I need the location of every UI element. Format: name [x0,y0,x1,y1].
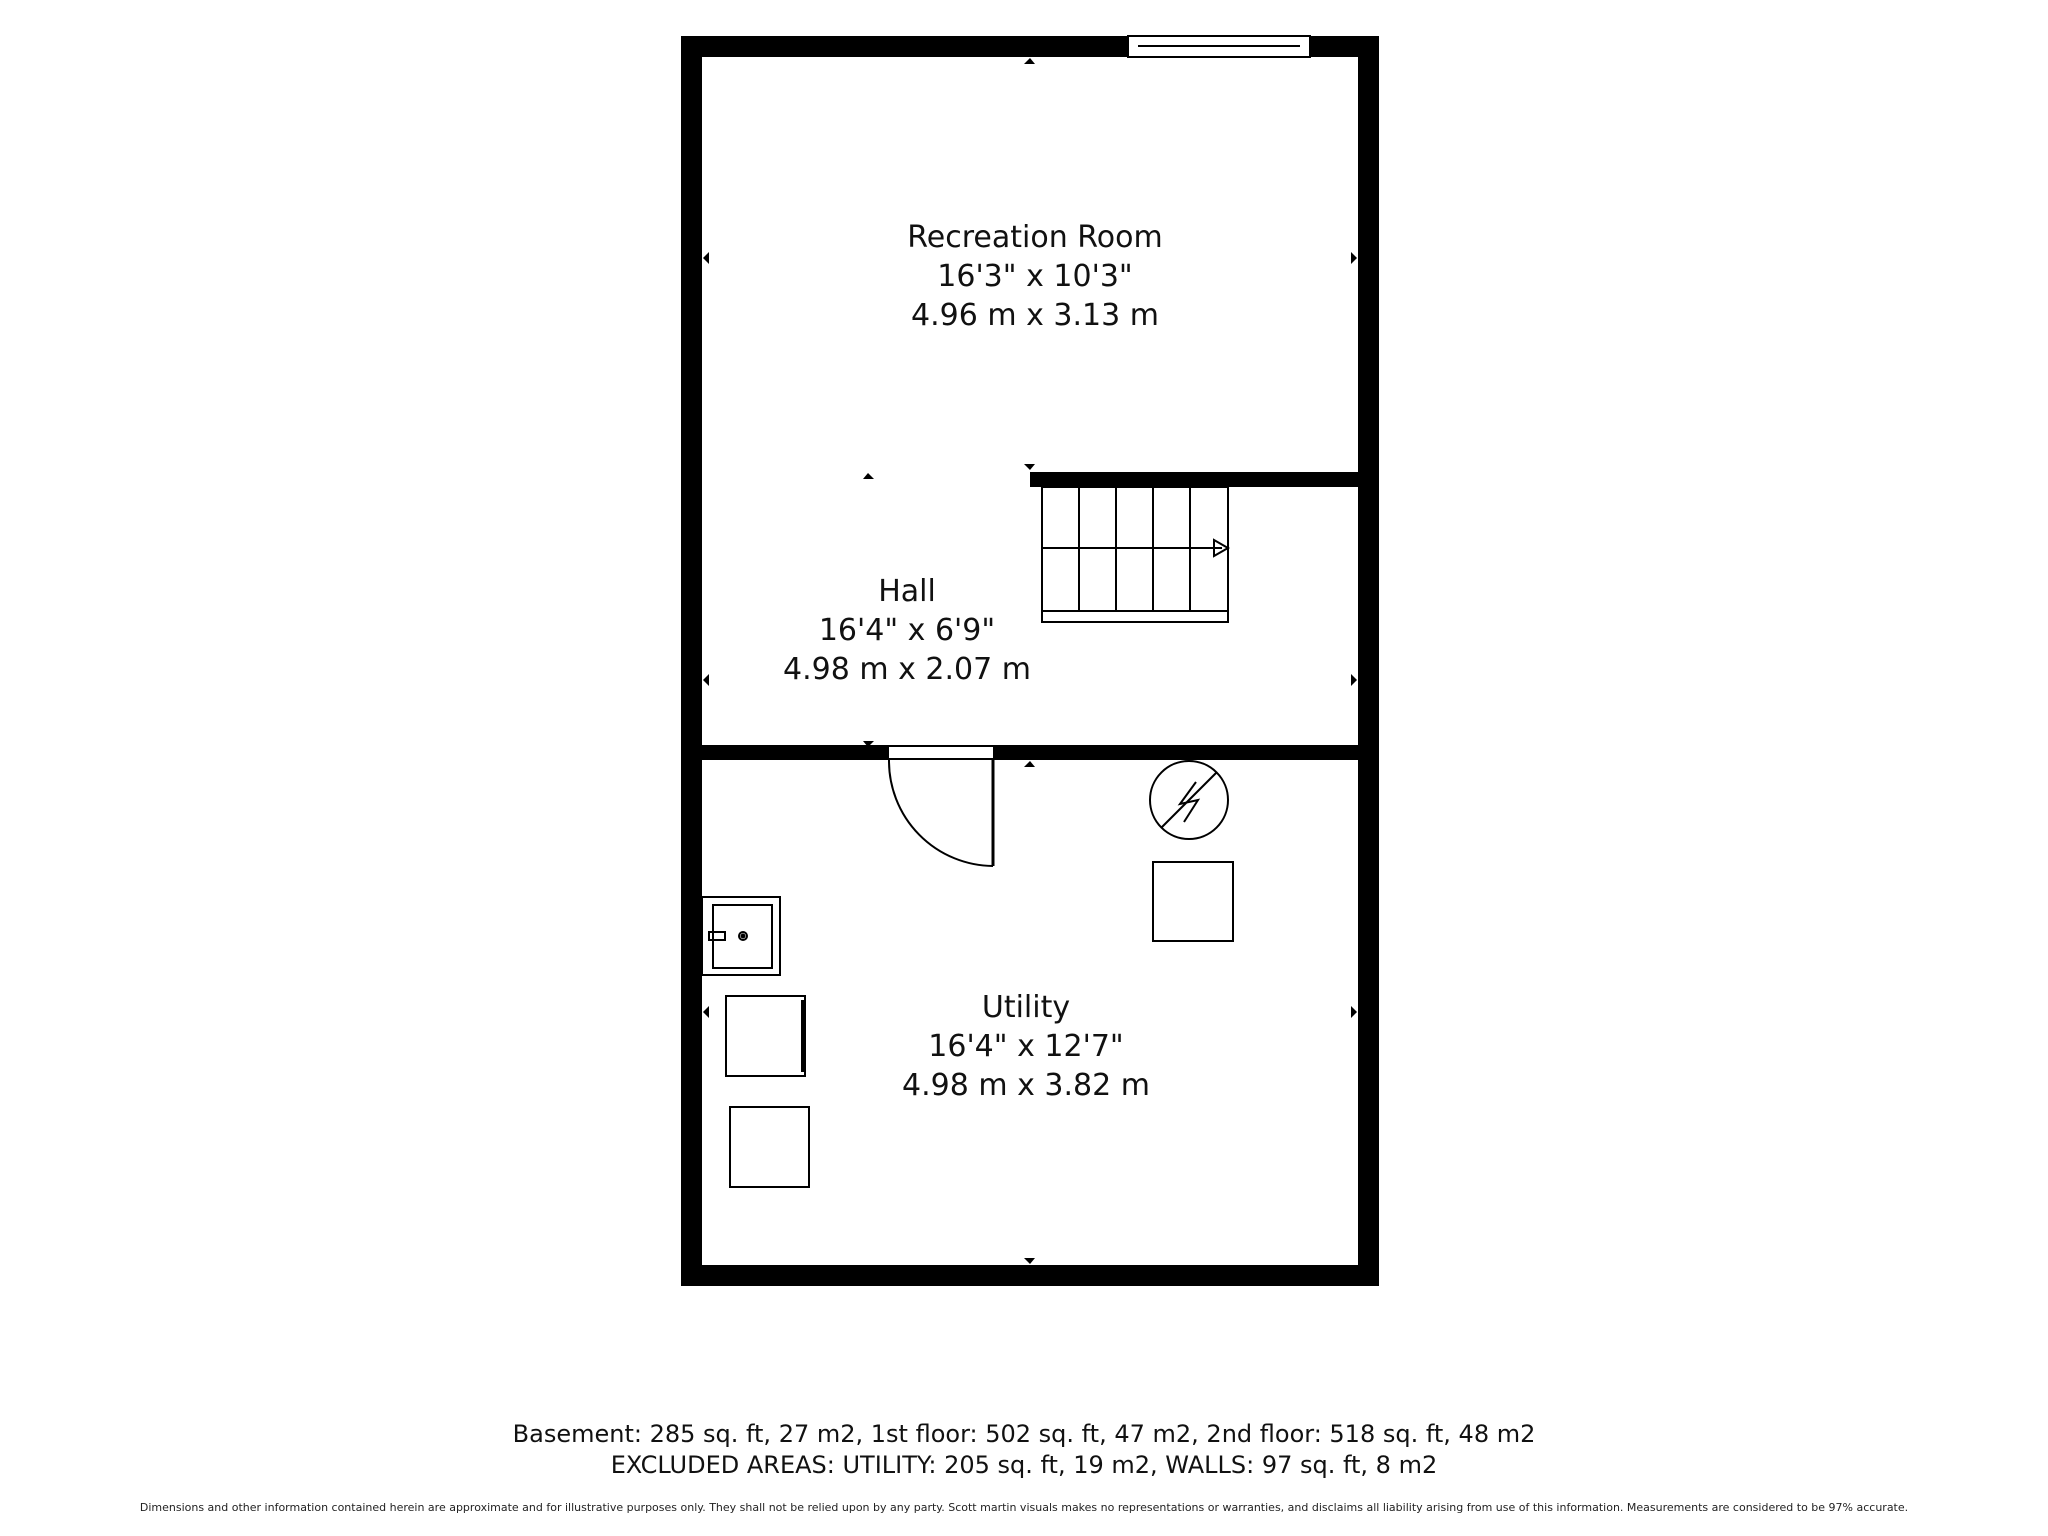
window-icon [1128,36,1310,57]
door-swing-icon [888,746,994,866]
room-dims-imperial: 16'3" x 10'3" [937,259,1133,294]
room-dims-imperial: 16'4" x 6'9" [818,613,996,648]
appliance-icon [1153,862,1233,941]
room-name: Hall [878,574,936,609]
room-name: Utility [981,990,1071,1025]
room-label-utility [902,990,1150,1103]
room-dims-metric: 4.98 m x 2.07 m [783,652,1031,687]
disclaimer-text: Dimensions and other information contained herein are approximate and for illustrative purposes only. They shall not be relied upon by any party. Scott martin visuals makes no representations or warranties, and disclaims all liability arising from use of this information. Measurements are considered to be 97% accurate. [139,1501,1909,1514]
excluded-areas-summary: EXCLUDED AREAS: UTILITY: 205 sq. ft, 19 m2, WALLS: 97 sq. ft, 8 m2 [610,1451,1438,1479]
room-dims-metric: 4.98 m x 3.82 m [902,1068,1150,1103]
room-dims-metric: 4.96 m x 3.13 m [911,298,1159,333]
sink-icon [702,897,780,975]
area-summary: Basement: 285 sq. ft, 27 m2, 1st floor: 502 sq. ft, 47 m2, 2nd floor: 518 sq. ft, 48 m2 [512,1420,1536,1448]
room-label-hall [783,574,1031,687]
interior-wall-utility [700,745,1360,760]
interior-wall-stair [1030,472,1360,487]
appliance-icon [726,996,805,1076]
electrical-panel-icon [1150,761,1228,839]
room-name: Recreation Room [907,220,1163,255]
appliance-icon [730,1107,809,1187]
staircase-icon [1042,487,1228,622]
room-label-recreation-room [907,220,1162,333]
room-dims-imperial: 16'4" x 12'7" [928,1029,1124,1064]
